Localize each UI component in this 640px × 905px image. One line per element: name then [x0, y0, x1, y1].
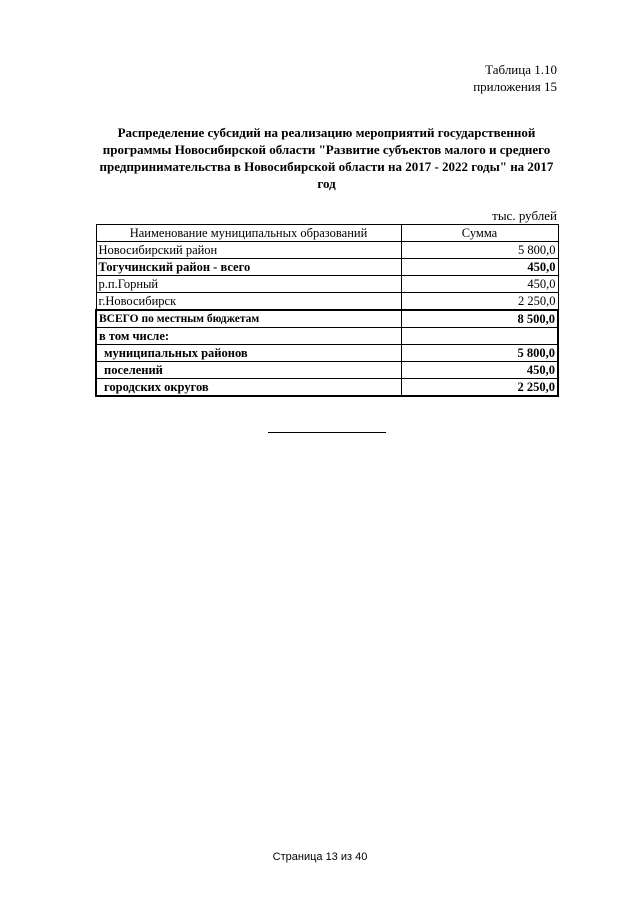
row-name: Тогучинский район - всего — [96, 259, 401, 276]
row-value: 450,0 — [401, 259, 558, 276]
row-name: ВСЕГО по местным бюджетам — [96, 310, 401, 328]
table-row — [96, 242, 558, 259]
row-name: г.Новосибирск — [96, 293, 401, 311]
row-value: 5 800,0 — [401, 345, 558, 362]
row-name: муниципальных районов — [96, 345, 401, 362]
separator-line — [268, 432, 386, 433]
row-value: 5 800,0 — [401, 242, 558, 259]
appendix-number: приложения 15 — [473, 79, 557, 94]
row-value — [401, 328, 558, 345]
row-value: 450,0 — [401, 276, 558, 293]
document-title: Распределение субсидий на реализацию мероприятий государственной программы Новосибирской области "Развитие субъектов малого и среднего предпринимательства в Новосибирской области на 2017 - 2022 годы" на 2017 год — [99, 125, 554, 191]
row-name: поселений — [96, 362, 401, 379]
table-row-total — [96, 310, 558, 328]
row-value: 450,0 — [401, 362, 558, 379]
row-name: Новосибирский район — [96, 242, 401, 259]
table-row — [96, 328, 558, 345]
table-row — [96, 293, 558, 311]
row-value: 2 250,0 — [401, 379, 558, 397]
table-row — [96, 345, 558, 362]
page-number: Страница 13 из 40 — [272, 851, 368, 863]
table-row — [96, 276, 558, 293]
table-header-row — [96, 225, 558, 242]
row-value: 8 500,0 — [401, 310, 558, 328]
column-header-name: Наименование муниципальных образований — [96, 225, 401, 242]
table-number: Таблица 1.10 — [485, 62, 557, 77]
table-row — [96, 379, 558, 397]
row-name: р.п.Горный — [96, 276, 401, 293]
table-row — [96, 259, 558, 276]
subsidy-table — [95, 224, 559, 397]
units-label: тыс. рублей — [492, 208, 557, 223]
row-name: в том числе: — [96, 328, 401, 345]
row-value: 2 250,0 — [401, 293, 558, 311]
row-name: городских округов — [96, 379, 401, 397]
table-row — [96, 362, 558, 379]
column-header-sum: Сумма — [401, 225, 558, 242]
